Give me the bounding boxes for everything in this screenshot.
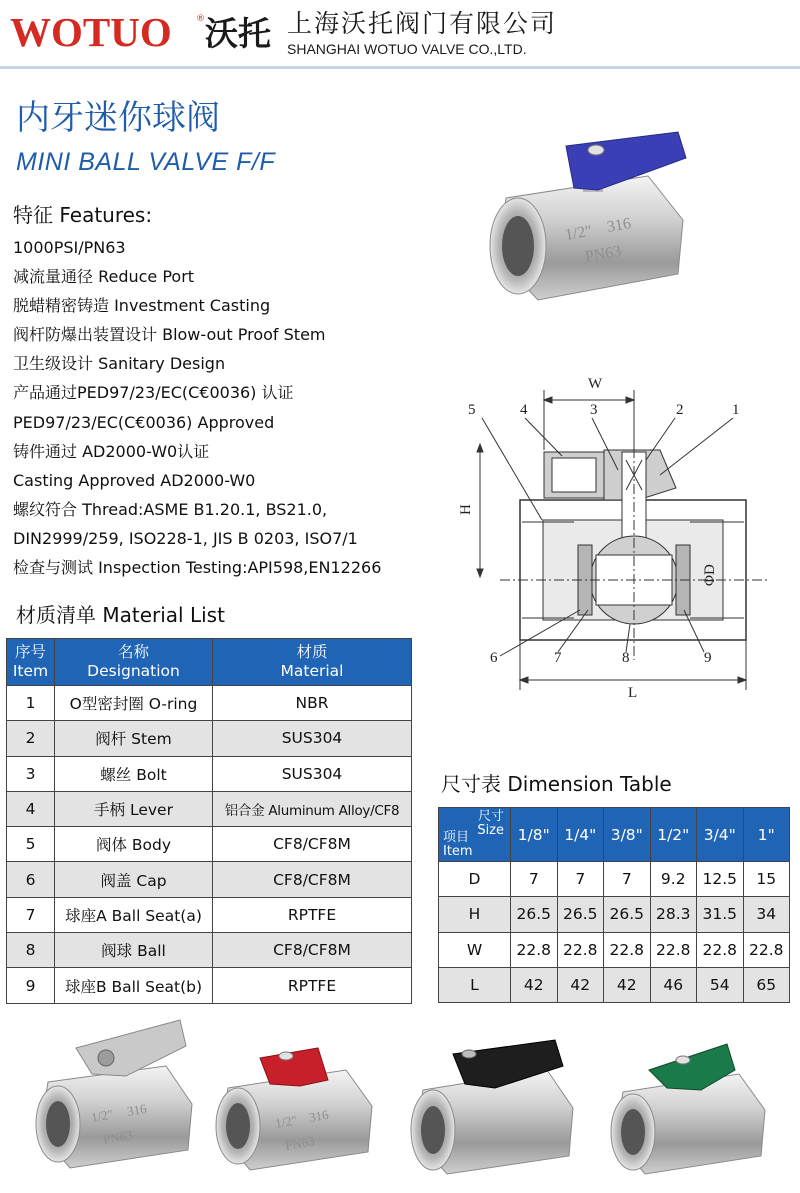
valve-marking-grade: 316	[307, 1106, 330, 1125]
feature-line: 产品通过PED97/23/EC(C€0036) 认证	[13, 383, 294, 403]
feature-line: 卫生级设计 Sanitary Design	[13, 354, 226, 374]
logo-chinese: 沃托	[205, 14, 271, 53]
callout-2: 2	[676, 402, 684, 418]
valve-photo-silver	[30, 1018, 198, 1183]
valve-marking-pressure: PN63	[101, 1127, 134, 1147]
dim-label-w: W	[588, 376, 603, 392]
valve-marking-pressure: PN63	[283, 1133, 316, 1153]
feature-line: 检查与测试 Inspection Testing:API598,EN12266	[13, 558, 382, 578]
col-item: 序号 Item	[7, 639, 55, 686]
valve-photo-red	[210, 1040, 378, 1180]
header-divider	[0, 66, 800, 69]
feature-line: 螺纹符合 Thread:ASME B1.20.1, BS21.0,	[13, 499, 328, 519]
table-row: D 7 7 7 9.2 12.5 15	[439, 862, 790, 897]
size-header: 3/4"	[697, 808, 744, 862]
valve-photo-black	[405, 1030, 585, 1182]
feature-line: 阀杆防爆出装置设计 Blow-out Proof Stem	[13, 325, 326, 345]
table-row: 9 球座B Ball Seat(b) RPTFE	[7, 968, 412, 1003]
company-name-cn: 上海沃托阀门有限公司	[287, 9, 558, 38]
size-header: 1"	[743, 808, 790, 862]
table-row: 2 阀杆 Stem SUS304	[7, 721, 412, 756]
dim-label-d: ΦD	[702, 564, 718, 586]
col-material: 材质 Material	[213, 639, 412, 686]
callout-7: 7	[554, 650, 562, 666]
features-list	[13, 233, 381, 582]
table-row: 3 螺丝 Bolt SUS304	[7, 756, 412, 791]
table-row: 6 阀盖 Cap CF8/CF8M	[7, 862, 412, 897]
company-name-en: SHANGHAI WOTUO VALVE CO.,LTD.	[287, 41, 527, 57]
registered-mark: ®	[196, 14, 205, 24]
material-table	[6, 638, 412, 1004]
valve-marking-size: 1/2"	[563, 222, 594, 244]
table-row: L 42 42 42 46 54 65	[439, 967, 790, 1002]
sectional-drawing	[450, 370, 790, 715]
size-header: 3/8"	[604, 808, 651, 862]
callout-3: 3	[590, 402, 598, 418]
size-header: 1/8"	[511, 808, 558, 862]
col-designation: 名称 Designation	[55, 639, 213, 686]
callout-9: 9	[704, 650, 712, 666]
table-row: 8 阀球 Ball CF8/CF8M	[7, 933, 412, 968]
material-list-heading: 材质清单 Material List	[16, 603, 225, 627]
feature-line: 铸件通过 AD2000-W0认证	[13, 441, 210, 461]
valve-marking-grade: 316	[605, 215, 633, 236]
feature-line: 1000PSI/PN63	[13, 238, 126, 257]
feature-line: DIN2999/259, ISO228-1, JIS B 0203, ISO7/1	[13, 528, 358, 548]
feature-line: 脱蜡精密铸造 Investment Casting	[13, 296, 271, 316]
product-title-cn: 内牙迷你球阀	[16, 98, 220, 138]
callout-4: 4	[520, 402, 528, 418]
table-row: 4 手柄 Lever 铝合金 Aluminum Alloy/CF8	[7, 791, 412, 826]
feature-line: 减流量通径 Reduce Port	[13, 267, 195, 287]
dimension-table	[438, 807, 790, 1003]
logo-wordmark: WOTUO	[10, 9, 172, 55]
table-row: W 22.8 22.8 22.8 22.8 22.8 22.8	[439, 932, 790, 967]
corner-header: 尺寸 Size 项目 Item	[439, 808, 511, 862]
valve-marking-pressure: PN63	[583, 242, 623, 266]
header	[0, 0, 800, 66]
valve-marking-size: 1/2"	[89, 1106, 115, 1125]
product-title-en: MINI BALL VALVE F/F	[16, 148, 276, 176]
callout-8: 8	[622, 650, 630, 666]
features-heading: 特征 Features:	[13, 203, 153, 227]
feature-line: PED97/23/EC(C€0036) Approved	[13, 412, 275, 432]
callout-6: 6	[490, 650, 498, 666]
valve-marking-grade: 316	[125, 1100, 148, 1119]
size-header: 1/2"	[650, 808, 697, 862]
dimension-table-heading: 尺寸表 Dimension Table	[441, 772, 672, 796]
size-header: 1/4"	[557, 808, 604, 862]
feature-line: Casting Approved AD2000-W0	[13, 470, 256, 490]
table-row: 1 O型密封圈 O-ring NBR	[7, 686, 412, 721]
valve-marking-size: 1/2"	[273, 1112, 299, 1131]
table-row: 5 阀体 Body CF8/CF8M	[7, 827, 412, 862]
callout-1: 1	[732, 402, 740, 418]
callout-5: 5	[468, 402, 476, 418]
table-row: H 26.5 26.5 26.5 28.3 31.5 34	[439, 897, 790, 932]
valve-photo-green	[605, 1040, 773, 1182]
dim-label-h: H	[458, 504, 474, 515]
table-row: 7 球座A Ball Seat(a) RPTFE	[7, 897, 412, 932]
valve-photo-blue	[478, 128, 690, 308]
dim-label-l: L	[628, 685, 638, 701]
